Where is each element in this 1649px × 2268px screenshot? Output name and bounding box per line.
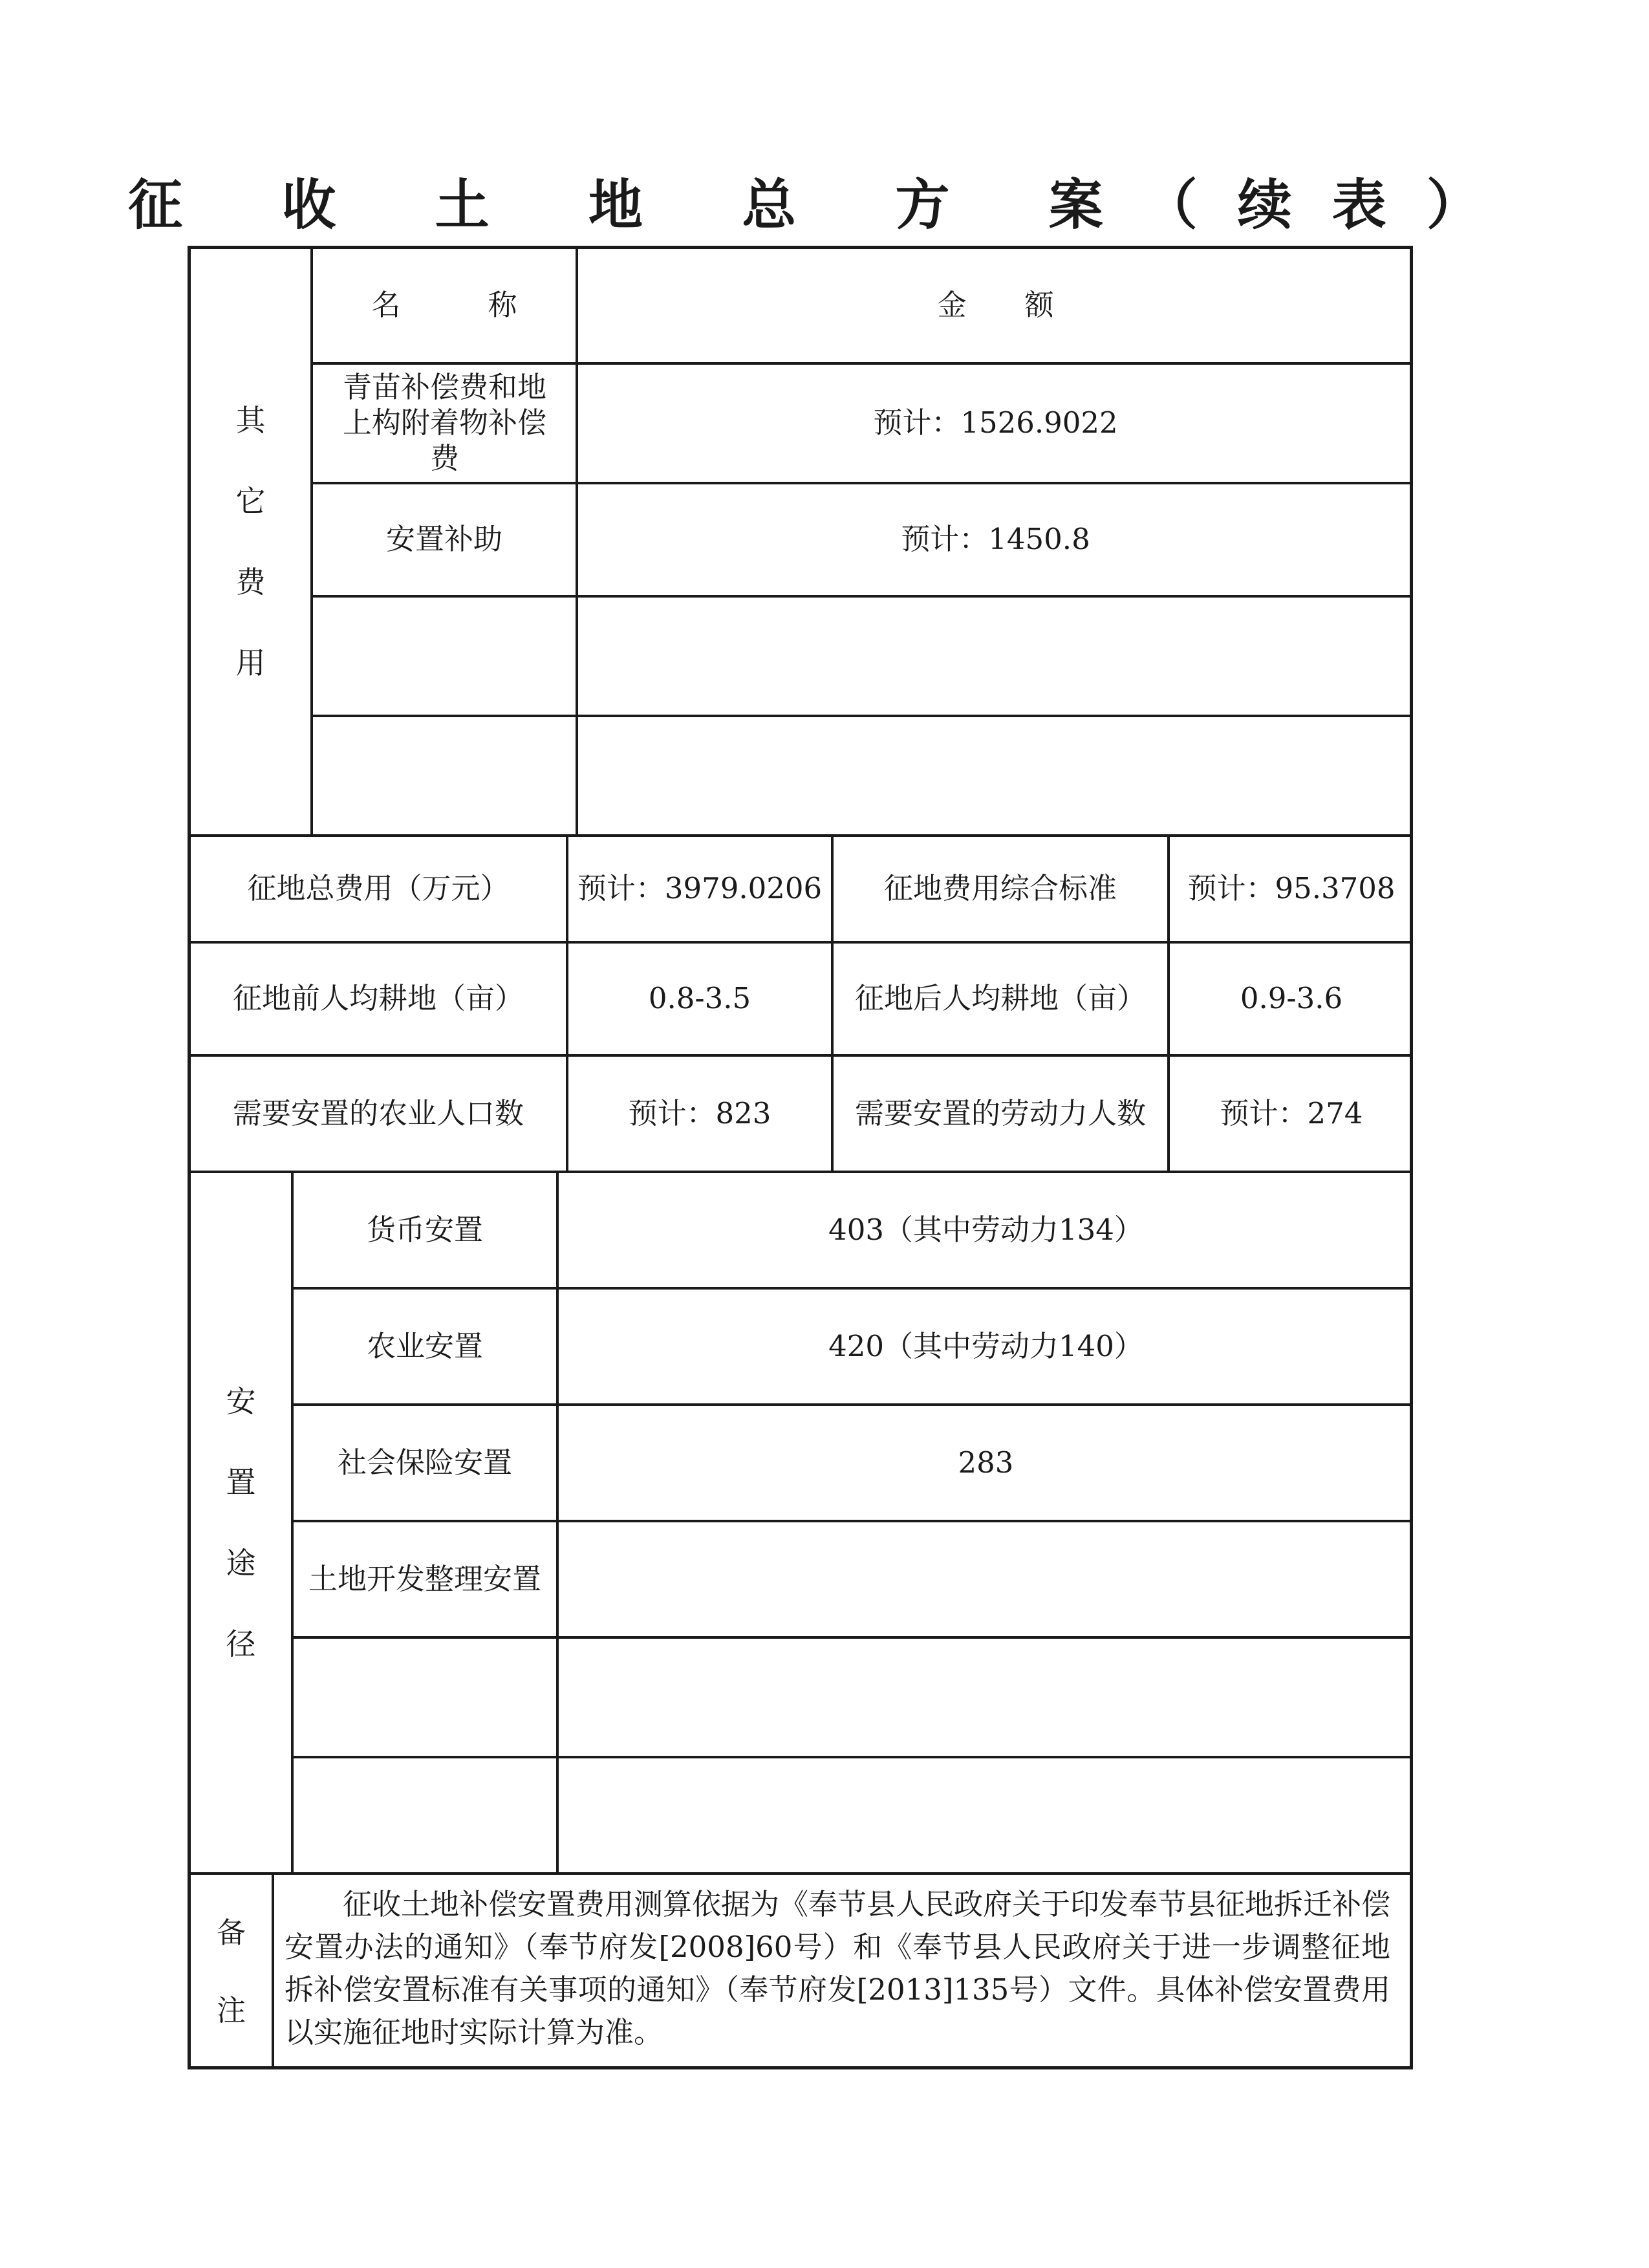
resettlement-value-land-development: [559, 1522, 1413, 1636]
before-farmland-value: 0.8-3.5: [648, 981, 751, 1016]
remarks-label: 备 注: [216, 1915, 246, 2028]
resettlement-name-land-development: 土地开发整理安置: [308, 1561, 541, 1596]
fee-name-resettlement-subsidy: 安置补助: [385, 522, 502, 557]
resettlement-value-agricultural: 420（其中劳动力140）: [828, 1328, 1143, 1363]
fee-name-crop-compensation: 青苗补偿费和地上构附着物补偿费: [342, 370, 546, 475]
population-label: 需要安置的农业人口数: [232, 1096, 524, 1130]
resettlement-value-social-insurance: 283: [958, 1445, 1014, 1480]
before-farmland-label: 征地前人均耕地（亩）: [232, 981, 524, 1016]
labor-label: 需要安置的劳动力人数: [854, 1096, 1146, 1130]
standard-value: 预计：95.3708: [1187, 871, 1396, 906]
resettlement-value-empty: [559, 1639, 1413, 1756]
standard-label: 征地费用综合标准: [883, 871, 1117, 906]
fee-name-empty: [313, 717, 576, 834]
after-farmland-label: 征地后人均耕地（亩）: [854, 981, 1146, 1016]
column-divider: [272, 1872, 274, 2069]
header-name: 名 称: [371, 288, 517, 323]
fee-name-empty: [313, 598, 576, 715]
resettlement-name-agricultural: 农业安置: [366, 1328, 483, 1363]
fee-amount-empty: [578, 717, 1413, 834]
resettlement-value-monetary: 403（其中劳动力134）: [828, 1212, 1143, 1247]
resettlement-name-monetary: 货币安置: [366, 1212, 483, 1247]
document-title: 征 收 土 地 总 方 案（续表）: [128, 173, 1521, 237]
fee-amount-crop-compensation: 预计：1526.9022: [873, 405, 1118, 440]
resettlement-value-empty: [559, 1758, 1413, 1872]
remarks-text: 征收土地补偿安置费用测算依据为《奉节县人民政府关于印发奉节县征地拆迁补偿安置办法的通知》（奉节府发[2008]60号）和《奉节县人民政府关于进一步调整征地拆补偿安置标准有关事项的通知》（奉节府发[2013]135号）文件。具体补偿安置费用以实施征地时实际计算为准。: [285, 1887, 1391, 2049]
fee-amount-empty: [578, 598, 1413, 715]
resettlement-name-empty: [294, 1758, 556, 1872]
header-amount: 金 额: [937, 288, 1054, 323]
other-fees-section-label: 其 它 费 用: [235, 402, 266, 680]
resettlement-section-label: 安 置 途 径: [226, 1383, 256, 1661]
after-farmland-value: 0.9-3.6: [1240, 981, 1343, 1016]
labor-value: 预计：274: [1220, 1096, 1363, 1130]
total-cost-value: 预计：3979.0206: [577, 871, 823, 906]
population-value: 预计：823: [628, 1096, 771, 1130]
resettlement-name-empty: [294, 1639, 556, 1756]
total-cost-label: 征地总费用（万元）: [247, 871, 510, 906]
row-divider: [188, 1872, 1413, 1875]
resettlement-name-social-insurance: 社会保险安置: [337, 1445, 512, 1480]
fee-amount-resettlement-subsidy: 预计：1450.8: [901, 522, 1090, 557]
